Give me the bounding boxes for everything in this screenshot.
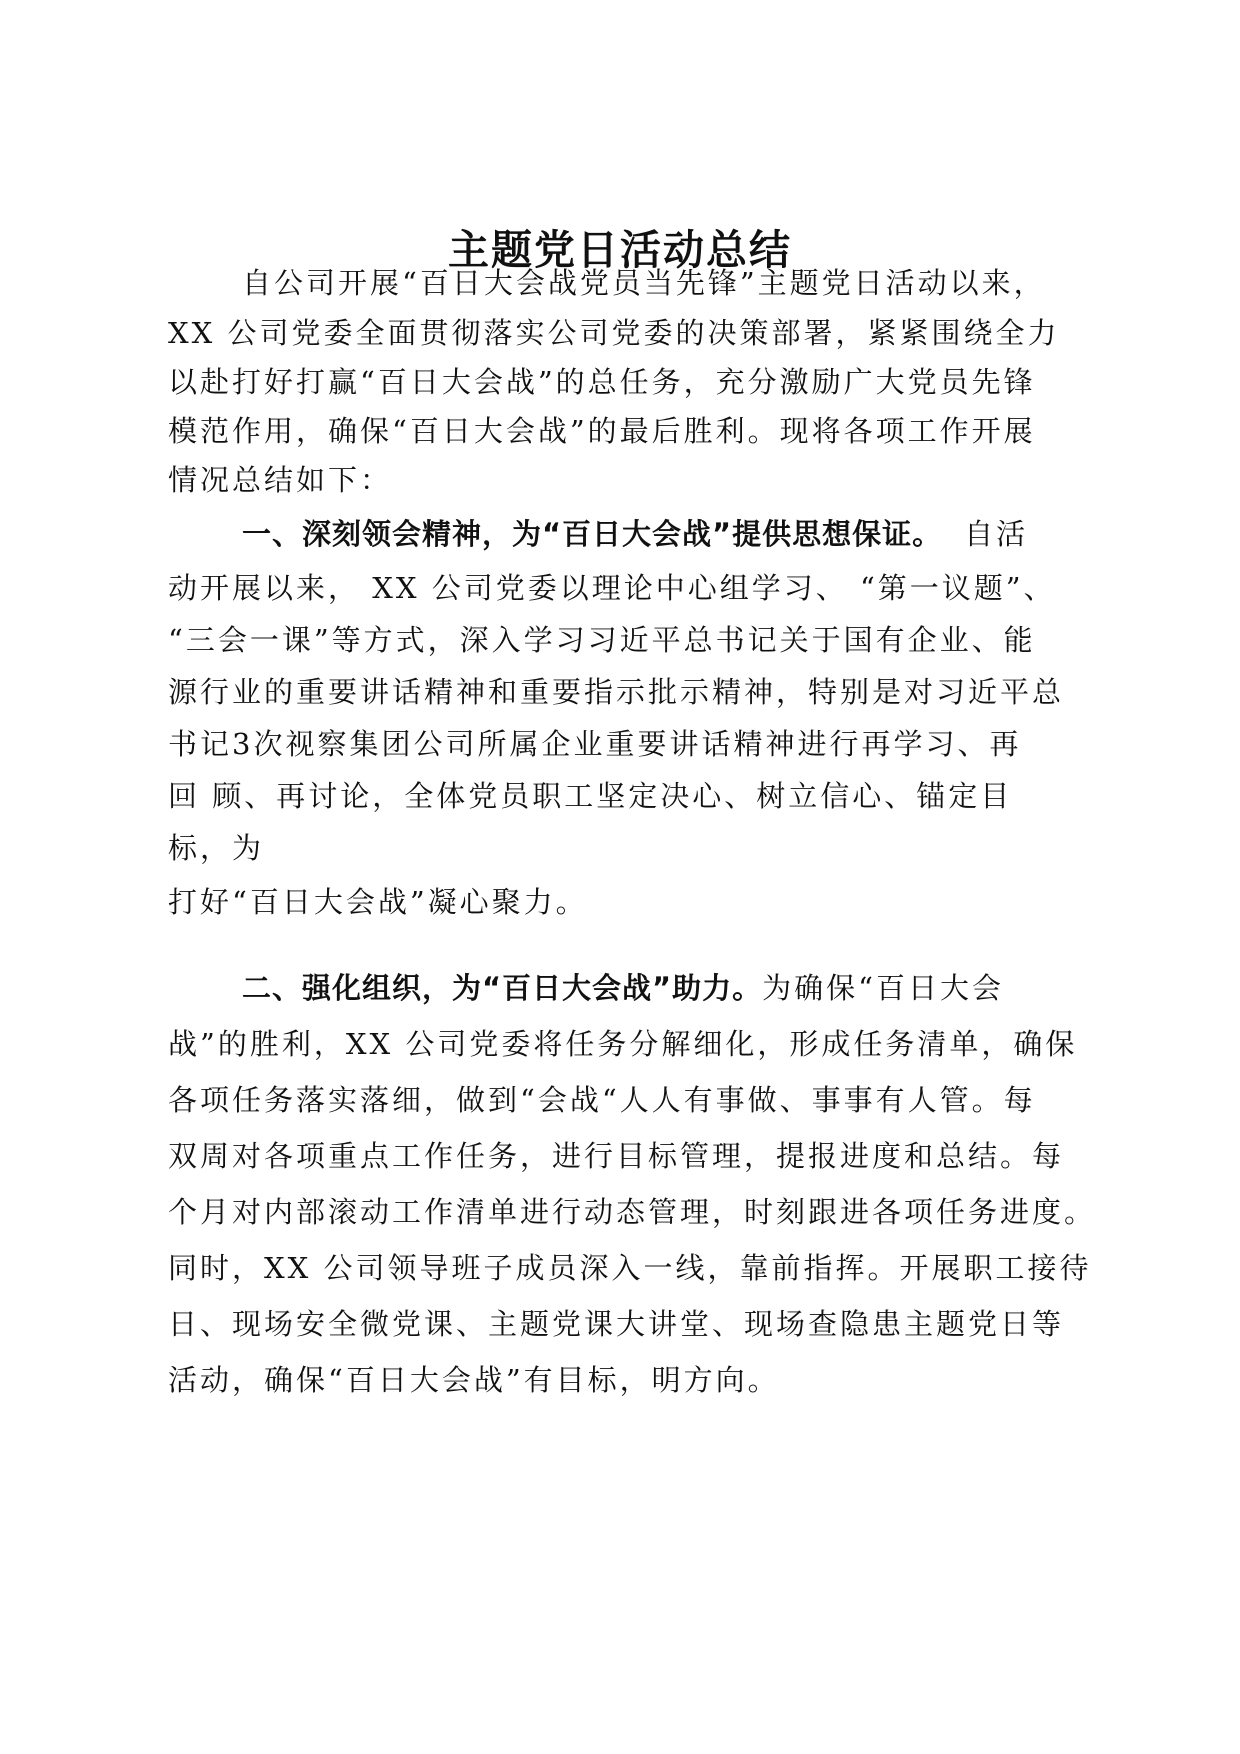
intro-line: 情况总结如下： <box>168 463 393 497</box>
section2-heading: 二、强化组织，为“百日大会战”助力。 <box>242 971 763 1005</box>
section2-line: 双周对各项重点工作任务，进行目标管理，提报进度和总结。每 <box>168 1139 1065 1173</box>
intro-line: 以赴打好打赢“百日大会战”的总任务，充分激励广大党员先锋 <box>168 365 1036 399</box>
section2-line: 个月对内部滚动工作清单进行动态管理，时刻跟进各项任务进度。 <box>168 1195 1097 1229</box>
section1-lead-text: 自活 <box>964 517 1029 551</box>
section1-line: 源行业的重要讲话精神和重要指示批示精神，特别是对习近平总 <box>168 675 1065 709</box>
section2-line: 日、现场安全微党课、主题党课大讲堂、现场查隐患主题党日等 <box>168 1307 1065 1341</box>
section1-heading: 一、深刻领会精神，为“百日大会战”提供思想保证。 <box>242 517 943 551</box>
section1-line: 打好“百日大会战”凝心聚力。 <box>168 885 588 919</box>
section2-line: 活动，确保“百日大会战”有目标，明方向。 <box>168 1363 780 1397</box>
section2-line: 战”的胜利，XX 公司党委将任务分解细化，形成任务清单，确保 <box>168 1027 1078 1061</box>
section1-line: 回 顾、再讨论，全体党员职工坚定决心、树立信心、锚定目 <box>168 779 1013 813</box>
section1-line: 标，为 <box>168 831 265 865</box>
section2-lead-text: 为确保“百日大会 <box>762 971 1004 1005</box>
section2-line: 各项任务落实落细，做到“会战“人人有事做、事事有人管。每 <box>168 1083 1036 1117</box>
section1-line: 书记3次视察集团公司所属企业重要讲话精神进行再学习、再 <box>168 727 1022 761</box>
section2-first-line <box>242 968 1088 1008</box>
intro-line: 模范作用，确保“百日大会战”的最后胜利。现将各项工作开展 <box>168 414 1036 448</box>
intro-line: 自公司开展“百日大会战党员当先锋”主题党日活动以来， <box>242 266 1046 300</box>
document-title: 主题党日活动总结 <box>448 226 792 274</box>
intro-line: XX 公司党委全面贯彻落实公司党委的决策部署，紧紧围绕全力 <box>168 316 1060 350</box>
section1-line: “三会一课”等方式，深入学习习近平总书记关于国有企业、能 <box>168 623 1036 657</box>
section2-line: 同时，XX 公司领导班子成员深入一线，靠前指挥。开展职工接待 <box>168 1251 1092 1285</box>
section1-first-line <box>242 514 1088 554</box>
section1-line: 动开展以来， XX 公司党委以理论中心组学习、 “第一议题”、 <box>168 571 1056 605</box>
